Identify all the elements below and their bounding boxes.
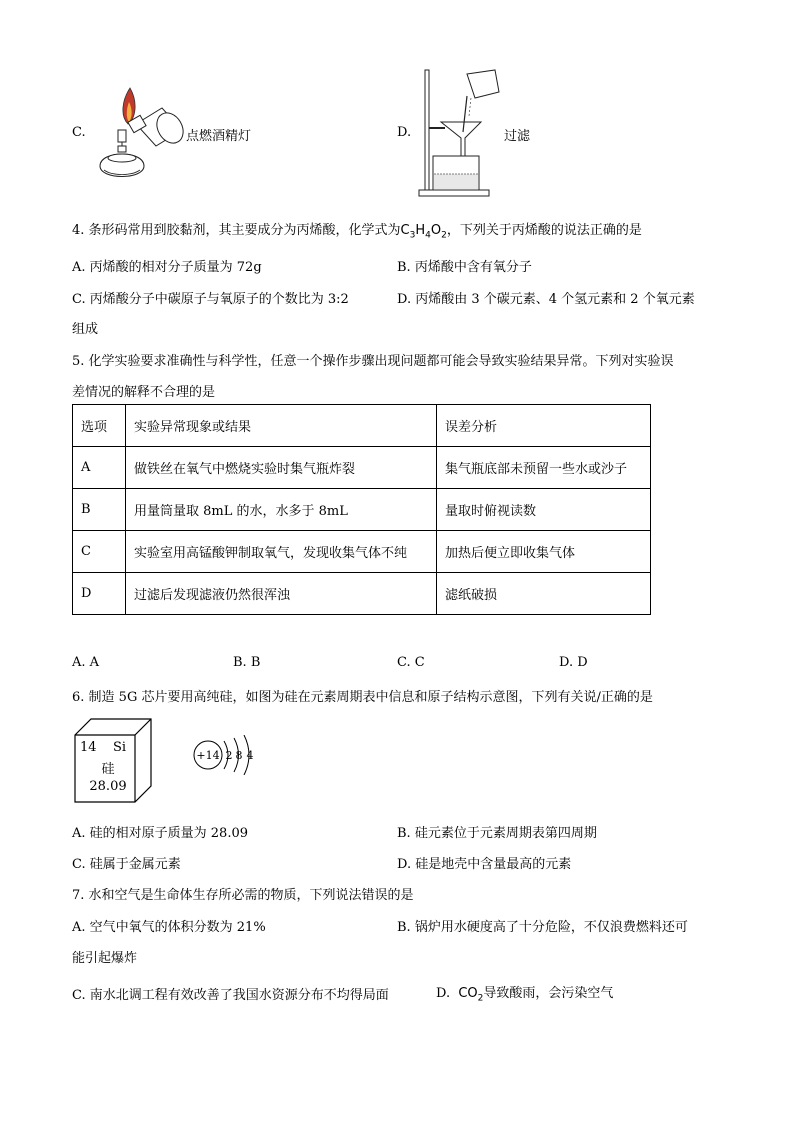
q4-option-d-continued: 组成	[72, 322, 99, 337]
nucleus-charge: +14	[196, 749, 220, 762]
atomic-mass: 28.09	[89, 779, 127, 794]
q4-option-a: A. 丙烯酸的相对分子质量为 72g	[72, 260, 262, 275]
table-cell: D	[73, 573, 126, 615]
filtration-apparatus-illustration	[415, 66, 505, 200]
q4-option-b: B. 丙烯酸中含有氧分子	[397, 260, 532, 275]
experiment-error-table	[72, 404, 651, 615]
q7-option-b-continued: 能引起爆炸	[72, 951, 138, 966]
table-row	[73, 573, 651, 615]
option-d-text: 过滤	[504, 129, 531, 144]
table-cell: B	[73, 489, 126, 531]
option-d-letter: D.	[397, 125, 412, 140]
header-analysis: 误差分析	[437, 405, 651, 447]
alcohol-lamp-illustration	[92, 80, 192, 192]
q5-option-c: C. C	[397, 655, 425, 670]
table-cell: 滤纸破损	[437, 573, 651, 615]
table-row	[73, 489, 651, 531]
q7-option-b: B. 锅炉用水硬度高了十分危险，不仅浪费燃料还可	[397, 920, 688, 935]
question-5-stem-line1: 5. 化学实验要求准确性与科学性，任意一个操作步骤出现问题都可能会导致实验结果异常。下列对实验误	[72, 354, 674, 369]
q4-option-c: C. 丙烯酸分子中碳原子与氧原子的个数比为 3:2	[72, 292, 349, 307]
shell-2-electrons: 8	[235, 749, 243, 762]
atom-structure-diagram	[190, 735, 270, 775]
element-name: 硅	[101, 762, 115, 777]
table-cell: 过滤后发现滤液仍然很浑浊	[126, 573, 437, 615]
table-cell: 做铁丝在氧气中燃烧实验时集气瓶炸裂	[126, 447, 437, 489]
table-header-row	[73, 405, 651, 447]
header-phenomenon: 实验异常现象或结果	[126, 405, 437, 447]
co2-formula: $CO_2$	[458, 986, 484, 1004]
table-cell: 集气瓶底部未预留一些水或沙子	[437, 447, 651, 489]
q7-option-a: A. 空气中氧气的体积分数为 21%	[72, 920, 266, 935]
table-cell: 量取时俯视读数	[437, 489, 651, 531]
table-row	[73, 447, 651, 489]
table-cell: 用量筒量取 8mL 的水，水多于 8mL	[126, 489, 437, 531]
option-c-text: 点燃酒精灯	[186, 129, 252, 144]
shell-1-electrons: 2	[225, 749, 233, 762]
header-option: 选项	[73, 405, 126, 447]
q7-option-d: D. $CO_2$导致酸雨，会污染空气	[436, 986, 614, 1004]
q6-option-a: A. 硅的相对原子质量为 28.09	[72, 826, 249, 841]
shell-3-electrons: 4	[246, 749, 254, 762]
table-row	[73, 531, 651, 573]
q4-option-d: D. 丙烯酸由 3 个碳元素、4 个氢元素和 2 个氧元素	[397, 292, 695, 307]
q6-option-c: C. 硅属于金属元素	[72, 857, 181, 872]
acrylic-acid-formula: $C_3H_4O_2$	[400, 223, 447, 241]
atomic-number: 14	[80, 740, 97, 755]
question-4-stem: 4. 条形码常用到胶黏剂，其主要成分为丙烯酸，化学式为$C_3H_4O_2$，下列关于丙烯酸的说法正确的是	[72, 223, 642, 241]
question-6-stem: 6. 制造 5G 芯片要用高纯硅，如图为硅在元素周期表中信息和原子结构示意图，下列有关说/正确的是	[72, 690, 653, 705]
element-symbol: Si	[113, 740, 127, 755]
table-cell: C	[73, 531, 126, 573]
question-5-stem-line2: 差情况的解释不合理的是	[72, 385, 216, 400]
q6-option-b: B. 硅元素位于元素周期表第四周期	[397, 826, 597, 841]
q5-option-a: A. A	[72, 655, 100, 670]
table-cell: A	[73, 447, 126, 489]
silicon-periodic-cell	[75, 735, 141, 801]
table-cell: 加热后便立即收集气体	[437, 531, 651, 573]
table-cell: 实验室用高锰酸钾制取氧气，发现收集气体不纯	[126, 531, 437, 573]
question-7-stem: 7. 水和空气是生命体生存所必需的物质，下列说法错误的是	[72, 888, 414, 903]
q5-option-b: B. B	[233, 655, 261, 670]
q5-option-d: D. D	[559, 655, 588, 670]
option-c-letter: C.	[72, 125, 86, 140]
q6-option-d: D. 硅是地壳中含量最高的元素	[397, 857, 572, 872]
q7-option-c: C. 南水北调工程有效改善了我国水资源分布不均得局面	[72, 988, 389, 1003]
